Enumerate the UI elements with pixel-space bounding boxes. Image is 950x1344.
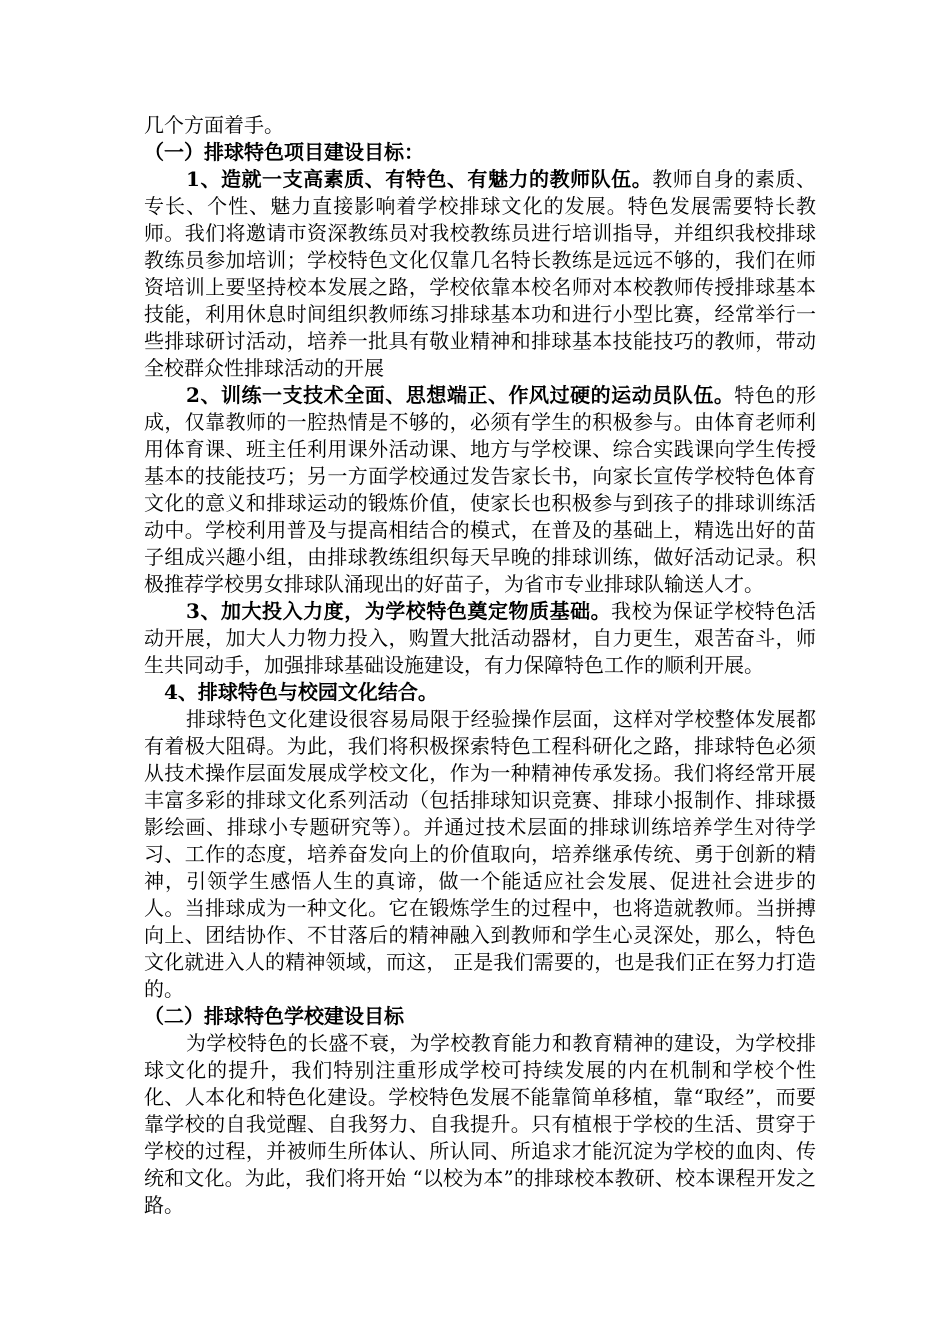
goal-1-heading: 1、造就一支高素质、有特色、有魅力的教师队伍。 [186, 167, 653, 191]
goal-1-body: 教师自身的素质、专长、个性、魅力直接影响着学校排球文化的发展。特色发展需要特长教师。我们将邀请市资深教练员对我校教练员进行培训指导，并组织我校排球教练员参加培训；学校特色文化仅靠几名特长教练是远远不够的，我们在师资培训上要坚持校本发展之路，学校依靠本校名师对本校教师传授排球基本技能，利用休息时间组织教师练习排球基本功和进行小型比赛，经常举行一些排球研讨活动，培养一批具有敬业精神和排球基本技能技巧的教师，带动全校群众性排球活动的开展 [144, 167, 817, 380]
paragraph-goal-2 [144, 382, 816, 598]
paragraph-school-goal: 为学校特色的长盛不衰，为学校教育能力和教育精神的建设，为学校排球文化的提升，我们特别注重形成学校可持续发展的内在机制和学校个性化、人本化和特色化建设。学校特色发展不能靠简单移植，靠“取经”，而要靠学校的自我觉醒、自我努力、自我提升。只有植根于学校的生活、贯穿于学校的过程，并被师生所体认、所认同、所追求才能沉淀为学校的血肉、传统和文化。为此，我们将开始 “以校为本”的排球校本教研、校本课程开发之路。 [144, 1031, 816, 1217]
paragraph-goal-4: 排球特色文化建设很容易局限于经验操作层面，这样对学校整体发展都有着极大阻碍。为此，我们将积极探索特色工程科研化之路，排球特色必须从技术操作层面发展成学校文化，作为一种精神传承发扬。我们将经常开展丰富多彩的排球文化系列活动（包括排球知识竞赛、排球小报制作、排球摄影绘画、排球小专题研究等）。并通过技术层面的排球训练培养学生对待学习、工作的态度，培养奋发向上的价值取向，培养继承传统、勇于创新的精神，引领学生感悟人生的真谛，做一个能适应社会发展、促进社会进步的人。当排球成为一种文化。它在锻炼学生的过程中，也将造就教师。当拼搏向上、团结协作、不甘落后的精神融入到教师和学生心灵深处，那么，特色文化就进入人的精神领域，而这， 正是我们需要的，也是我们正在努力打造的。 [144, 707, 816, 1001]
goal-4-heading: 4、排球特色与校园文化结合。 [164, 680, 438, 704]
section-heading-2: （二）排球特色学校建设目标 [144, 1004, 404, 1028]
section-heading-1: （一）排球特色项目建设目标： [144, 140, 424, 164]
goal-3-body: 我校为保证学校特色活动开展，加大人力物力投入，购置大批活动器材，自力更生，艰苦奋斗，师生共同动手，加强排球基础设施建设，有力保障特色工作的顺利开展。 [144, 599, 816, 677]
document-page [144, 112, 816, 1219]
paragraph-intro-end: 几个方面着手。 [144, 113, 284, 137]
goal-3-heading: 3、加大投入力度，为学校特色奠定物质基础。 [186, 599, 612, 623]
goal-2-body: 特色的形成，仅靠教师的一腔热情是不够的，必须有学生的积极参与。由体育老师利用体育课、班主任利用课外活动课、地方与学校课、综合实践课向学生传授基本的技能技巧；另一方面学校通过发告家长书，向家长宣传学校特色体育文化的意义和排球运动的锻炼价值，使家长也积极参与到孩子的排球训练活动中。学校利用普及与提高相结合的模式，在普及的基础上，精选出好的苗子组成兴趣小组，由排球教练组织每天早晚的排球训练，做好活动记录。积极推荐学校男女排球队涌现出的好苗子，为省市专业排球队输送人才。 [144, 383, 816, 596]
goal-2-heading: 2、训练一支技术全面、思想端正、作风过硬的运动员队伍。 [186, 383, 735, 407]
paragraph-goal-3 [144, 598, 816, 679]
paragraph-goal-1 [144, 166, 816, 382]
